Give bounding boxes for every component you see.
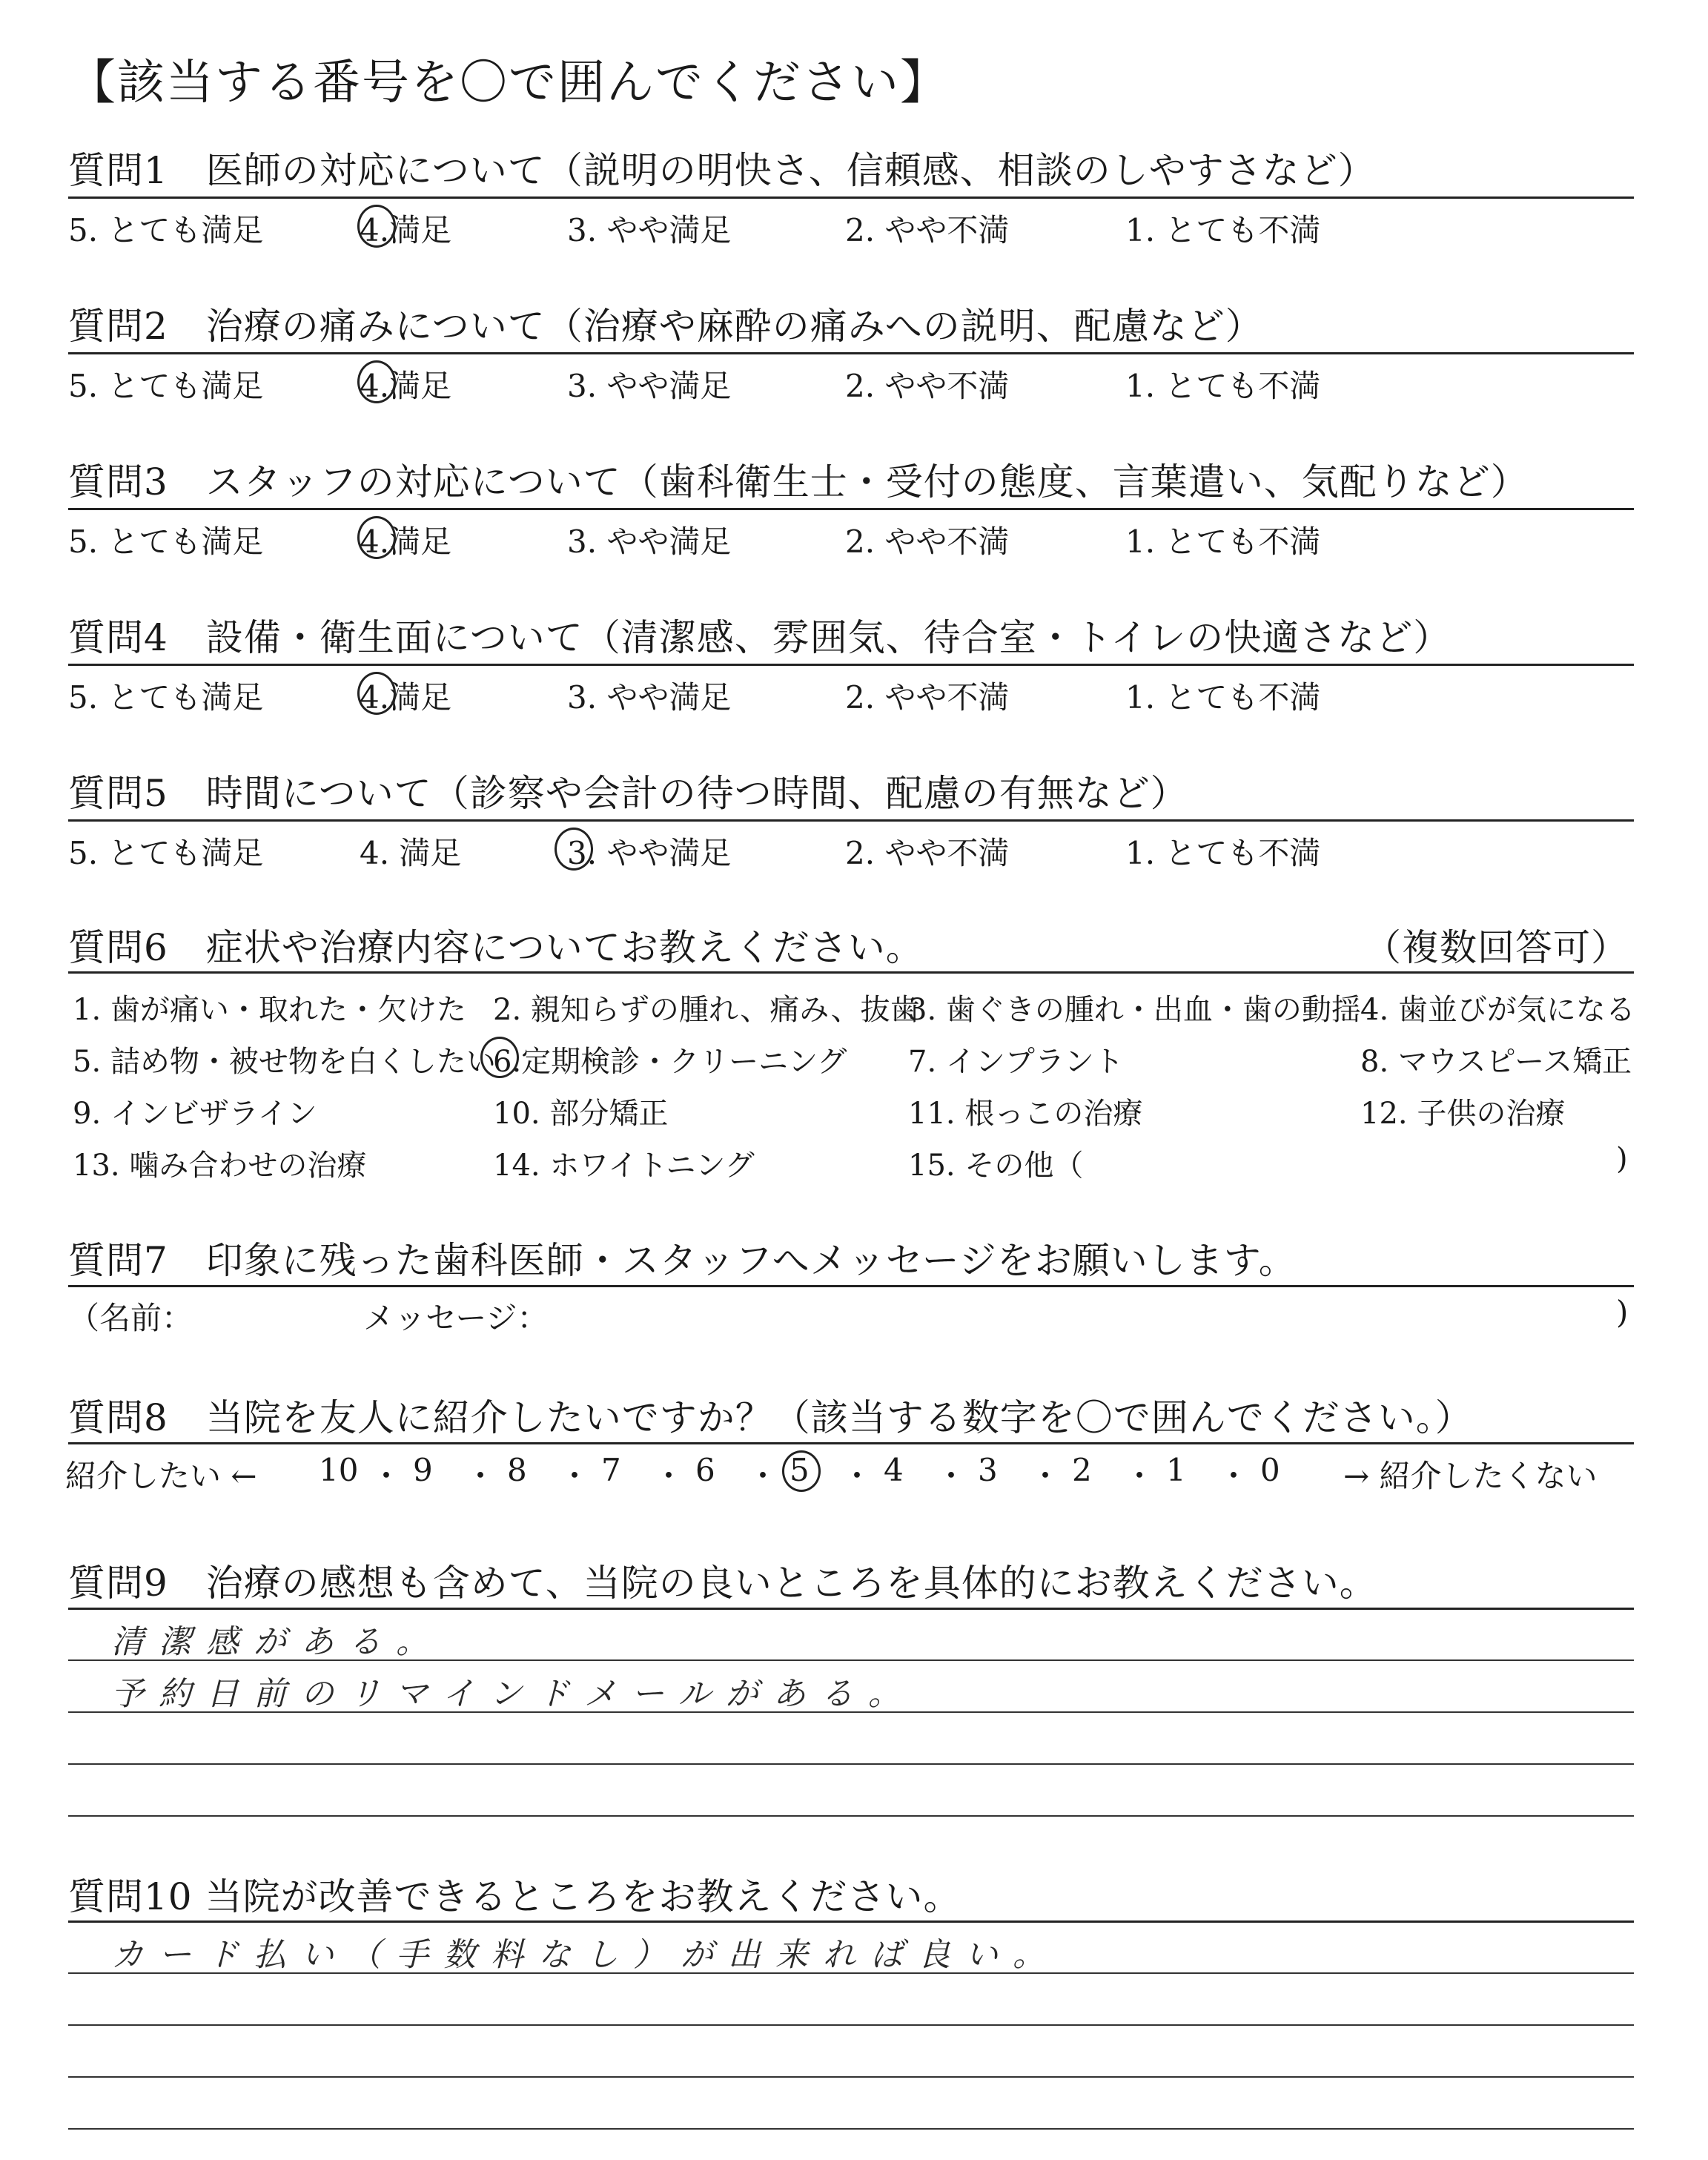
q8-scale-dot: ・ [465,1458,497,1494]
q10-answer-1: カード払い（手数料なし）が出来れば良い。 [111,1936,1060,1974]
q3-option-5[interactable]: 5. とても満足 [68,524,264,560]
q4-option-1[interactable]: 1. とても不満 [1125,679,1321,716]
q2-title: 質問2 治療の痛みについて（治療や麻酔の痛みへの説明、配慮など） [68,305,1263,348]
q7-title: 質問7 印象に残った歯科医師・スタッフへメッセージをお願いします。 [68,1239,1297,1282]
q8-scale-dot: ・ [371,1458,403,1494]
q6-selected-circle [480,1037,519,1078]
q8-scale-dot: ・ [841,1458,873,1494]
q6-option-9[interactable]: 9. インビザライン [73,1097,317,1131]
q3-rule [68,508,1634,510]
q8-scale-6[interactable]: 6 [695,1452,715,1488]
q8-scale-dot: ・ [653,1458,685,1494]
q1-rule [68,196,1634,199]
q1-option-4[interactable]: 4.満足 [360,212,452,248]
q1-option-1[interactable]: 1. とても不満 [1125,212,1321,248]
q8-right-label: → 紹介したくない [1343,1458,1598,1494]
page-title: 【該当する番号を〇で囲んでください】 [68,56,949,110]
q8-scale-1[interactable]: 1 [1166,1452,1186,1488]
q6-title: 質問6 症状や治療内容についてお教えください。 [68,926,924,969]
q6-option-11[interactable]: 11. 根っこの治療 [908,1097,1143,1131]
q3-option-1[interactable]: 1. とても不満 [1125,524,1321,560]
q4-option-3[interactable]: 3. やや満足 [567,679,732,716]
q3-option-3[interactable]: 3. やや満足 [567,524,732,560]
q3-option-2[interactable]: 2. やや不満 [845,524,1010,560]
q2-option-5[interactable]: 5. とても満足 [68,368,264,404]
q8-rule [68,1442,1634,1444]
q8-scale-dot: ・ [747,1458,779,1494]
q5-option-2[interactable]: 2. やや不満 [845,835,1010,871]
q2-rule [68,352,1634,354]
q6-option-7[interactable]: 7. インプラント [908,1045,1124,1079]
q8-scale-8[interactable]: 8 [507,1452,527,1488]
q7-rule [68,1285,1634,1287]
q2-selected-circle [357,360,396,403]
q7-name-label: （名前： [68,1300,193,1336]
q2-option-2[interactable]: 2. やや不満 [845,368,1010,404]
q6-option-13[interactable]: 13. 噛み合わせの治療 [73,1149,367,1183]
q10-line-2 [68,2024,1634,2026]
q5-title: 質問5 時間について（診察や会計の待つ時間、配慮の有無など） [68,772,1188,815]
q8-scale-dot: ・ [1124,1458,1156,1494]
q9-rule [68,1608,1634,1610]
q3-option-4[interactable]: 4.満足 [360,524,452,560]
q5-selected-circle [555,828,593,871]
q5-option-1[interactable]: 1. とても不満 [1125,835,1321,871]
q8-scale-dot: ・ [1218,1458,1250,1494]
q7-message-label: メッセージ： [363,1300,549,1336]
q8-scale-3[interactable]: 3 [978,1452,998,1488]
q6-option-5[interactable]: 5. 詰め物・被せ物を白くしたい [73,1045,496,1079]
q10-rule [68,1920,1634,1923]
q8-scale-2[interactable]: 2 [1072,1452,1092,1488]
q3-selected-circle [357,516,396,559]
q8-scale-dot: ・ [1030,1458,1062,1494]
q6-note: （複数回答可） [1364,926,1629,969]
q2-option-1[interactable]: 1. とても不満 [1125,368,1321,404]
q6-option-8[interactable]: 8. マウスピース矯正 [1360,1045,1632,1079]
q4-title: 質問4 設備・衛生面について（清潔感、雰囲気、待合室・トイレの快適さなど） [68,616,1452,659]
q1-selected-circle [357,205,396,248]
q4-option-4[interactable]: 4.満足 [360,679,452,716]
q8-scale-10[interactable]: 10 [319,1452,359,1488]
q4-option-5[interactable]: 5. とても満足 [68,679,264,716]
q10-line-4 [68,2128,1634,2130]
q6-option-15[interactable]: 15. その他（ [908,1149,1084,1183]
q3-title: 質問3 スタッフの対応について（歯科衛生士・受付の態度、言葉遣い、気配りなど） [68,460,1529,503]
q9-answer-1: 清潔感がある。 [111,1623,443,1661]
q5-rule [68,819,1634,822]
q6-rule [68,971,1634,974]
q8-scale-5[interactable]: 5 [790,1452,810,1488]
q5-option-4[interactable]: 4. 満足 [360,835,462,871]
q6-option-3[interactable]: 3. 歯ぐきの腫れ・出血・歯の動揺 [908,993,1361,1027]
q10-title: 質問10 当院が改善できるところをお教えください。 [68,1875,961,1918]
q4-rule [68,664,1634,666]
q9-title: 質問9 治療の感想も含めて、当院の良いところを具体的にお教えください。 [68,1562,1377,1605]
q6-option-12[interactable]: 12. 子供の治療 [1360,1097,1566,1131]
q8-scale-dot: ・ [936,1458,967,1494]
q2-option-3[interactable]: 3. やや満足 [567,368,732,404]
q8-selected-circle [782,1450,821,1492]
q8-title: 質問8 当院を友人に紹介したいですか？（該当する数字を〇で囲んでください。） [68,1396,1473,1439]
q9-answer-2: 予約日前のリマインドメールがある。 [111,1675,916,1713]
q7-close: ) [1616,1294,1629,1330]
q6-option-2[interactable]: 2. 親知らずの腫れ、痛み、抜歯 [493,993,920,1027]
q9-line-3 [68,1763,1634,1765]
q8-scale-7[interactable]: 7 [601,1452,621,1488]
q6-option-6[interactable]: 6.定期検診・クリーニング [493,1045,847,1079]
q1-option-2[interactable]: 2. やや不満 [845,212,1010,248]
q6-option-4[interactable]: 4. 歯並びが気になる [1360,993,1635,1027]
q8-left-label: 紹介したい ← [65,1458,257,1494]
q4-selected-circle [357,672,396,715]
q9-line-4 [68,1815,1634,1817]
q8-scale-4[interactable]: 4 [884,1452,904,1488]
q6-option-14[interactable]: 14. ホワイトニング [493,1149,755,1183]
q1-title: 質問1 医師の対応について（説明の明快さ、信頼感、相談のしやすさなど） [68,149,1376,192]
q5-option-3[interactable]: 3. やや満足 [567,835,732,871]
q1-option-3[interactable]: 3. やや満足 [567,212,732,248]
q6-option-10[interactable]: 10. 部分矯正 [493,1097,669,1131]
q4-option-2[interactable]: 2. やや不満 [845,679,1010,716]
q6-option-1[interactable]: 1. 歯が痛い・取れた・欠けた [73,993,466,1027]
q8-scale-dot: ・ [559,1458,591,1494]
q8-scale-0[interactable]: 0 [1260,1452,1280,1488]
q2-option-4[interactable]: 4.満足 [360,368,452,404]
q6-other-close: ) [1616,1142,1628,1176]
q5-option-5[interactable]: 5. とても満足 [68,835,264,871]
q8-scale-9[interactable]: 9 [413,1452,433,1488]
q1-option-5[interactable]: 5. とても満足 [68,212,264,248]
q10-line-3 [68,2076,1634,2078]
